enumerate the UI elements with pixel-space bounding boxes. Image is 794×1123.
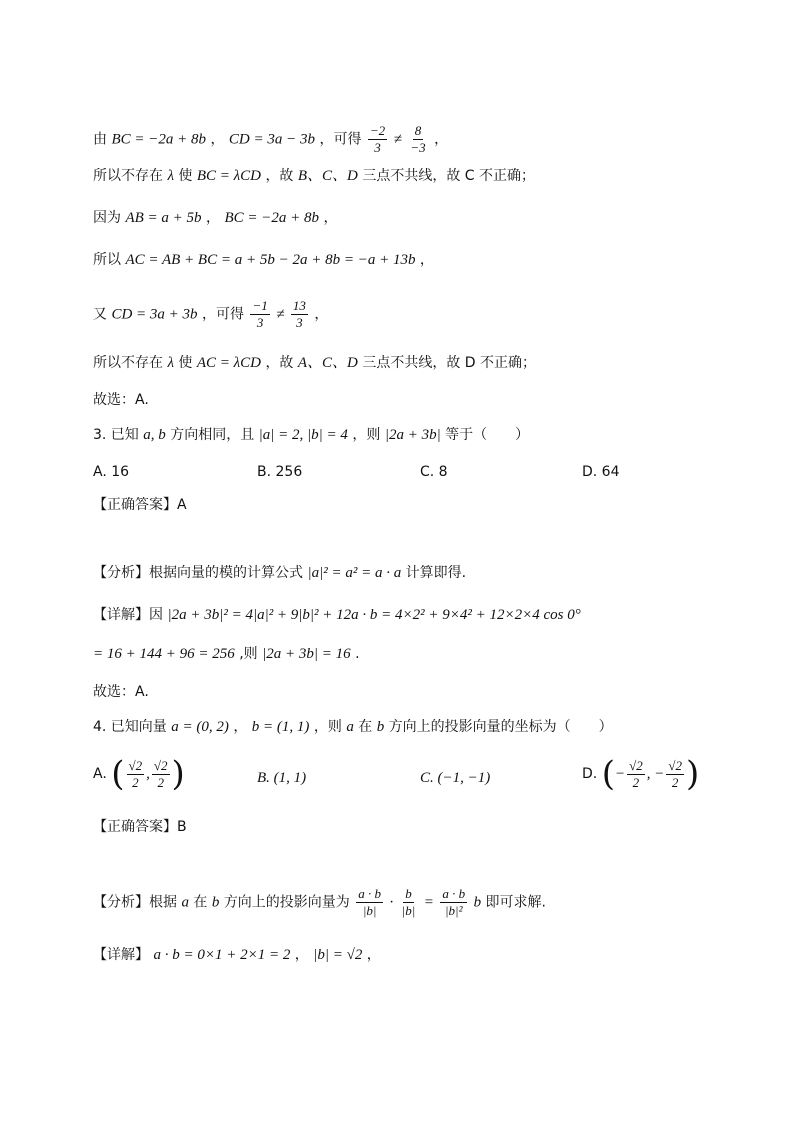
formula: BC = −2a + 8b xyxy=(224,210,319,226)
option-b: B. (1, 1) xyxy=(257,770,307,786)
formula: = 16 + 144 + 96 = 256 xyxy=(93,646,235,662)
text: ，故 xyxy=(265,168,294,184)
text: ，则 xyxy=(352,427,381,443)
text-line: 故选：A. xyxy=(93,392,149,408)
text: 所以不存在 xyxy=(93,168,163,184)
text-line: 故选：A. xyxy=(93,684,149,700)
text: 三点不共线，故 D 不正确； xyxy=(362,355,537,371)
solution-line xyxy=(93,604,581,626)
fraction: $\frac{-2}{3}$ xyxy=(369,123,386,155)
text: 等于（ ） xyxy=(445,427,530,443)
formula: BC = −2a + 8b xyxy=(111,131,206,148)
analysis-line xyxy=(93,562,466,584)
text: ，可得 xyxy=(319,131,362,148)
formula: AC = λCD xyxy=(196,355,261,371)
option-a: A. ( $\frac{√2}{2}$ , $\frac{√2}{2}$ ) xyxy=(93,754,185,794)
text-line xyxy=(93,123,448,156)
formula: a xyxy=(346,719,354,735)
text: 方向上的投影向量的坐标为（ ） xyxy=(388,719,613,735)
formula: |a| = 2, |b| = 4 xyxy=(258,427,348,443)
formula: |2a + 3b|² = 4|a|² + 9|b|² + 12a · b = 4×2² + 9×4² + 12×2×4 cos 0° xyxy=(167,607,581,623)
answer-label: 【正确答案】B xyxy=(93,819,187,835)
question-3 xyxy=(93,424,529,446)
text: 【详解】因 xyxy=(93,607,163,623)
text: 即可求解. xyxy=(485,894,546,911)
text: 因为 xyxy=(93,210,121,226)
formula: a, b xyxy=(143,427,166,443)
text: 【分析】根据向量的模的计算公式 xyxy=(93,565,303,581)
text: 由 xyxy=(93,131,107,148)
formula: AB = a + 5b xyxy=(125,210,202,226)
formula: |b| = √2 xyxy=(313,947,363,963)
text: ，则 xyxy=(313,719,342,735)
text: 【详解】 xyxy=(93,947,149,963)
text: 3. 已知 xyxy=(93,427,139,443)
formula: λ xyxy=(167,168,174,184)
text: 使 xyxy=(178,168,193,184)
text-line xyxy=(93,352,536,374)
text: 方向相同，且 xyxy=(170,427,255,443)
text: ，故 xyxy=(265,355,294,371)
formula: b xyxy=(376,719,385,735)
text: 三点不共线，故 C 不正确； xyxy=(362,168,536,184)
option-d: D. (− $\frac{√2}{2}$ , − $\frac{√2}{2}$ ) xyxy=(582,754,700,794)
text: 计算即得. xyxy=(405,565,467,581)
formula: ≠ xyxy=(276,306,285,323)
fraction: $\frac{8}{-3}$ xyxy=(410,123,426,155)
text: ， xyxy=(314,306,329,323)
text: 【分析】根据 xyxy=(93,894,177,911)
option-b: B. 256 xyxy=(257,464,303,480)
formula: |2a + 3b| xyxy=(384,427,441,443)
fraction: $\frac{13}{3}$ xyxy=(292,298,306,330)
text-line xyxy=(93,298,328,331)
formula: A、C、D xyxy=(297,355,358,371)
text: ,则 xyxy=(239,646,258,662)
formula: a = (0, 2) xyxy=(171,719,229,735)
formula: ≠ xyxy=(393,131,402,148)
text-line xyxy=(93,207,337,229)
text: ， xyxy=(294,947,309,963)
question-4 xyxy=(93,716,613,738)
text: ， xyxy=(210,131,225,148)
text: ， xyxy=(323,210,338,226)
solution-line xyxy=(93,643,360,665)
option-d: D. 64 xyxy=(582,464,620,480)
text: ， xyxy=(366,947,381,963)
text: 方向上的投影向量为 xyxy=(223,894,350,911)
text: ， xyxy=(434,131,449,148)
formula: BC = λCD xyxy=(196,168,261,184)
text: 在 xyxy=(193,894,208,911)
formula: a · b = 0×1 + 2×1 = 2 xyxy=(153,947,291,963)
analysis-line: 【分析】根据 a 在 b 方向上的投影向量为 $\frac{a \cdot b}{|b|}$ · $\frac{b}{|b|}$ = $\frac{a \cdot b}{\text{|b|²}}$ b 即可求解. xyxy=(93,886,546,918)
formula: b xyxy=(211,894,220,911)
formula: λ xyxy=(167,355,174,371)
option-c: C. 8 xyxy=(420,464,448,480)
text: ， xyxy=(205,210,220,226)
formula: B、C、D xyxy=(297,168,358,184)
text: 所以 xyxy=(93,252,121,268)
option-c: C. (−1, −1) xyxy=(420,770,491,786)
text: 又 xyxy=(93,306,107,323)
option-a: A. 16 xyxy=(93,464,130,480)
text: 在 xyxy=(358,719,373,735)
text: . xyxy=(355,646,360,662)
formula: a xyxy=(181,894,189,911)
text-line xyxy=(93,249,434,271)
text: ， xyxy=(233,719,248,735)
fraction: $\frac{-1}{3}$ xyxy=(252,298,268,330)
text: ， xyxy=(419,252,434,268)
answer-label: 【正确答案】A xyxy=(93,497,187,513)
text-line xyxy=(93,165,535,187)
text: ，可得 xyxy=(202,306,244,323)
formula: |2a + 3b| = 16 xyxy=(262,646,351,662)
formula: |a|² = a² = a · a xyxy=(307,565,402,581)
formula: CD = 3a + 3b xyxy=(111,306,198,323)
text: 所以不存在 xyxy=(93,355,163,371)
formula: b = (1, 1) xyxy=(251,719,310,735)
formula: CD = 3a − 3b xyxy=(228,131,315,148)
formula: AC = AB + BC = a + 5b − 2a + 8b = −a + 13b xyxy=(125,252,416,268)
text: 使 xyxy=(178,355,193,371)
solution-line xyxy=(93,944,381,966)
text: 4. 已知向量 xyxy=(93,719,167,735)
